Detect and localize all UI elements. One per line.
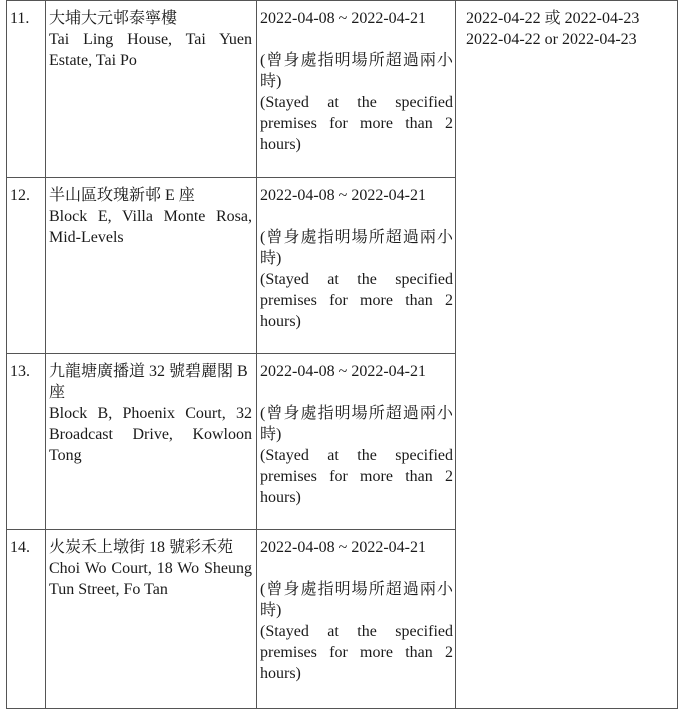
test-dates-zh: 2022-04-22 或 2022-04-23 <box>466 10 640 27</box>
stay-note-zh: (曾身處指明場所超過兩小時) <box>260 229 453 267</box>
premises-name-en: Choi Wo Court, 18 Wo Sheung Tun Street, Fo Tan <box>49 560 252 598</box>
stay-note-en: (Stayed at the specified premises for more than 2 hours) <box>260 447 453 506</box>
premises-name-zh: 半山區玫瑰新邨 E 座 <box>49 187 195 204</box>
row-number-cell <box>6 177 46 354</box>
visit-period: 2022-04-08 ~ 2022-04-21 <box>260 10 426 27</box>
period-cell <box>256 0 456 178</box>
row-number: 14. <box>10 539 30 556</box>
row-number-cell <box>6 0 46 178</box>
row-number: 13. <box>10 363 30 380</box>
visit-period: 2022-04-08 ~ 2022-04-21 <box>260 539 426 556</box>
period-cell <box>256 529 456 709</box>
test-dates-en: 2022-04-22 or 2022-04-23 <box>466 31 637 48</box>
row-number: 12. <box>10 187 30 204</box>
premises-cell <box>45 0 257 178</box>
stay-note-zh: (曾身處指明場所超過兩小時) <box>260 405 453 443</box>
stay-note-zh: (曾身處指明場所超過兩小時) <box>260 52 453 90</box>
row-number-cell <box>6 529 46 709</box>
premises-name-en: Block B, Phoenix Court, 32 Broadcast Drive, Kowloon Tong <box>49 405 252 464</box>
premises-cell <box>45 529 257 709</box>
premises-table <box>6 0 678 710</box>
test-date-cell <box>455 0 678 709</box>
premises-name-en: Tai Ling House, Tai Yuen Estate, Tai Po <box>49 31 252 69</box>
premises-name-zh: 九龍塘廣播道 32 號碧麗閣 B 座 <box>49 363 248 401</box>
premises-name-en: Block E, Villa Monte Rosa, Mid-Levels <box>49 208 252 246</box>
visit-period: 2022-04-08 ~ 2022-04-21 <box>260 187 426 204</box>
premises-name-zh: 大埔大元邨泰寧樓 <box>49 10 178 27</box>
row-number: 11. <box>10 10 30 27</box>
premises-cell <box>45 353 257 530</box>
premises-cell <box>45 177 257 354</box>
visit-period: 2022-04-08 ~ 2022-04-21 <box>260 363 426 380</box>
period-cell <box>256 353 456 530</box>
stay-note-en: (Stayed at the specified premises for more than 2 hours) <box>260 623 453 682</box>
stay-note-en: (Stayed at the specified premises for more than 2 hours) <box>260 271 453 330</box>
stay-note-zh: (曾身處指明場所超過兩小時) <box>260 581 453 619</box>
premises-name-zh: 火炭禾上墩街 18 號彩禾苑 <box>49 539 234 556</box>
row-number-cell <box>6 353 46 530</box>
period-cell <box>256 177 456 354</box>
stay-note-en: (Stayed at the specified premises for more than 2 hours) <box>260 94 453 153</box>
